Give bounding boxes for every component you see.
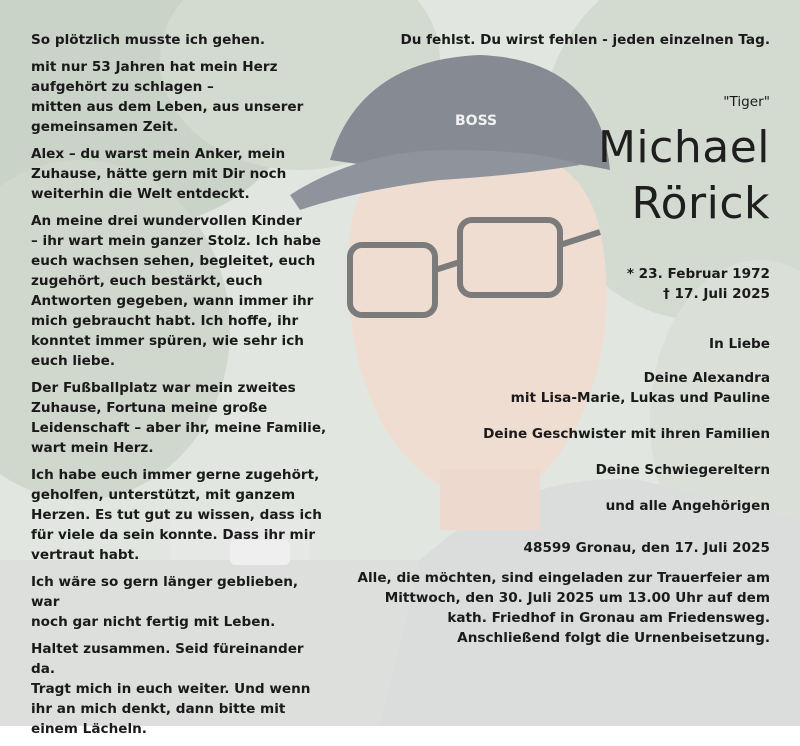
farewell-paragraph: Ich wäre so gern länger geblieben, war noch gar nicht fertig mit Leben. — [31, 574, 299, 630]
cap-logo-text: BOSS — [455, 113, 498, 129]
farewell-paragraph: Haltet zusammen. Seid füreinander da. Tragt mich in euch weiter. Und wenn ihr an mich denkt, dann bitte mit einem Lächeln. — [31, 641, 311, 737]
funeral-invitation: Alle, die möchten, sind eingeladen zur Trauerfeier am Mittwoch, den 30. Juli 2025 um 13.00 Uhr auf dem kath. Friedhof in Gronau am Friedensweg. Anschließend folgt die Urnenbeisetzung. — [357, 570, 770, 646]
motto: Du fehlst. Du wirst fehlen - jeden einzelnen Tag. — [400, 32, 770, 48]
mourner-group: Deine Schwiegereltern — [595, 462, 770, 478]
notice-details — [310, 30, 770, 648]
birth-date: * 23. Februar 1972 — [626, 266, 770, 282]
nickname: "Tiger" — [723, 94, 770, 110]
deceased-first-name: Michael — [597, 122, 770, 173]
farewell-text — [31, 30, 331, 746]
farewell-paragraph: An meine drei wundervollen Kinder – ihr wart mein ganzer Stolz. Ich habe euch wachsen sehen, begleitet, euch zugehört, euch bestärkt, euch Antworten gegeben, wann immer ihr mich gebraucht habt. Ich hoffe, ihr konntet immer spüren, wie sehr ich euch liebe. — [31, 213, 321, 369]
mourner-group: und alle Angehörigen — [605, 498, 770, 514]
mourner-group: Deine Alexandra mit Lisa-Marie, Lukas und Pauline — [510, 370, 770, 406]
farewell-paragraph: mit nur 53 Jahren hat mein Herz aufgehört zu schlagen – mitten aus dem Leben, aus unserer gemeinsamen Zeit. — [31, 59, 304, 135]
mourner-group: Deine Geschwister mit ihren Familien — [483, 426, 770, 442]
farewell-paragraph: Ich habe euch immer gerne zugehört, geholfen, unterstützt, mit ganzem Herzen. Es tut gut zu wissen, dass ich für viele da sein konnte. Dass ihr mir vertraut habt. — [31, 467, 322, 563]
in-love-heading: In Liebe — [709, 336, 770, 352]
death-date: † 17. Juli 2025 — [663, 286, 770, 302]
farewell-paragraph: So plötzlich musste ich gehen. — [31, 32, 266, 48]
farewell-paragraph: Der Fußballplatz war mein zweites Zuhause, Fortuna meine große Leidenschaft – aber ihr, meine Familie, wart mein Herz. — [31, 380, 327, 456]
place-and-date: 48599 Gronau, den 17. Juli 2025 — [523, 540, 770, 556]
deceased-last-name: Rörick — [631, 178, 770, 229]
farewell-paragraph: Alex – du warst mein Anker, mein Zuhause, hätte gern mit Dir noch weiterhin die Welt entdeckt. — [31, 146, 287, 202]
